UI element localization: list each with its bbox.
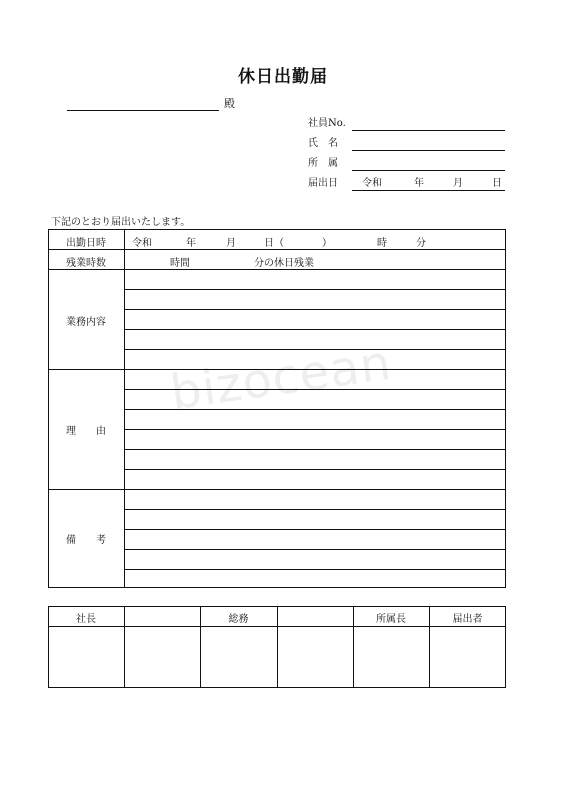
department-field[interactable] bbox=[352, 170, 505, 171]
duties-line[interactable] bbox=[124, 349, 506, 350]
remarks-line[interactable] bbox=[124, 549, 506, 550]
section-divider bbox=[48, 369, 506, 370]
work-date-year: 年 bbox=[186, 238, 196, 249]
work-date-month: 月 bbox=[226, 238, 236, 249]
work-date-era: 令和 bbox=[132, 238, 152, 249]
employee-no-label: 社員No. bbox=[308, 118, 346, 129]
department-label: 所 属 bbox=[308, 158, 338, 169]
approval-stamp-blank[interactable] bbox=[124, 627, 200, 687]
duties-line[interactable] bbox=[124, 309, 506, 310]
name-label: 氏 名 bbox=[308, 138, 338, 149]
submit-date-day: 日 bbox=[492, 178, 502, 189]
row-divider bbox=[48, 249, 506, 250]
remarks-line[interactable] bbox=[124, 509, 506, 510]
work-datetime-label: 出勤日時 bbox=[66, 238, 106, 249]
approval-stamp-general-affairs[interactable] bbox=[200, 627, 276, 687]
overtime-label: 残業時数 bbox=[66, 258, 106, 269]
overtime-minutes: 分の休日残業 bbox=[254, 258, 314, 269]
section-divider bbox=[48, 489, 506, 490]
duties-line[interactable] bbox=[124, 329, 506, 330]
duties-label: 業務内容 bbox=[66, 317, 106, 328]
reason-line[interactable] bbox=[124, 409, 506, 410]
work-date-day: 日（ bbox=[264, 238, 284, 249]
reason-line[interactable] bbox=[124, 429, 506, 430]
overtime-hours: 時間 bbox=[170, 258, 190, 269]
approval-stamp-submitter[interactable] bbox=[429, 627, 505, 687]
submit-date-year: 年 bbox=[414, 178, 424, 189]
reason-line[interactable] bbox=[124, 449, 506, 450]
page-title: 休日出勤届 bbox=[238, 67, 328, 87]
watermark-logo: bizocean bbox=[167, 334, 395, 422]
reason-label: 理 由 bbox=[66, 426, 106, 437]
row-divider bbox=[48, 269, 506, 270]
approval-president-header: 社長 bbox=[76, 614, 96, 625]
intro-text: 下記のとおり届出いたします。 bbox=[51, 217, 191, 228]
submit-date-month: 月 bbox=[453, 178, 463, 189]
approval-dept-head-header: 所属長 bbox=[376, 614, 406, 625]
addressee-suffix: 殿 bbox=[224, 97, 235, 110]
approval-stamp-dept-head[interactable] bbox=[353, 627, 429, 687]
work-time-minute: 分 bbox=[416, 238, 426, 249]
submit-date-field[interactable] bbox=[352, 190, 505, 191]
submit-date-label: 届出日 bbox=[308, 178, 338, 189]
remarks-line[interactable] bbox=[124, 569, 506, 570]
approval-stamp-president[interactable] bbox=[48, 627, 124, 687]
approval-submitter-header: 届出者 bbox=[452, 614, 483, 625]
addressee-line[interactable] bbox=[67, 110, 219, 111]
reason-line[interactable] bbox=[124, 389, 506, 390]
work-date-weekday-close: ） bbox=[322, 238, 332, 249]
submit-date-era: 令和 bbox=[362, 178, 382, 189]
remarks-line[interactable] bbox=[124, 529, 506, 530]
name-field[interactable] bbox=[352, 150, 505, 151]
employee-no-field[interactable] bbox=[352, 130, 505, 131]
reason-line[interactable] bbox=[124, 469, 506, 470]
duties-line[interactable] bbox=[124, 289, 506, 290]
approval-general-affairs-header: 総務 bbox=[228, 614, 249, 625]
remarks-label: 備 考 bbox=[66, 535, 106, 546]
work-time-hour: 時 bbox=[377, 238, 387, 249]
approval-stamp-blank[interactable] bbox=[277, 627, 353, 687]
